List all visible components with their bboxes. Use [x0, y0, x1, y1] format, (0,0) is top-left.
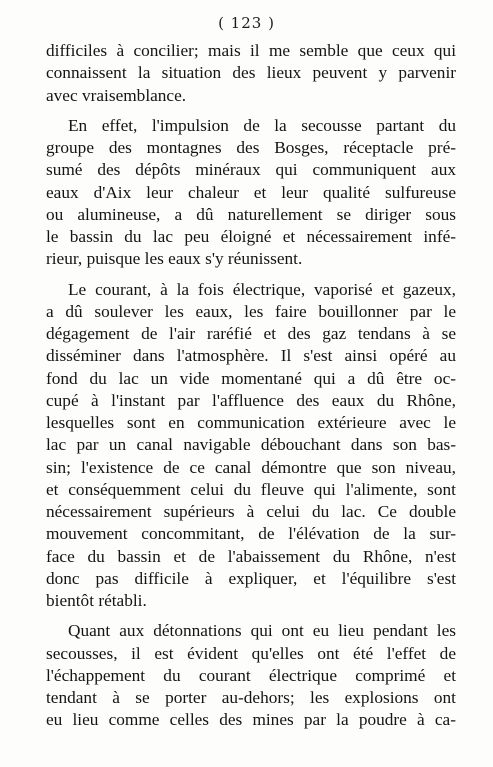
paragraph-gap [46, 271, 456, 279]
page-number: ( 123 ) [218, 14, 275, 32]
text-line: lac par un canal navigable débouchant dans son bas- [46, 435, 456, 455]
text-line: ou alumineuse, a dû naturellement se diriger sous [46, 204, 456, 224]
text-line: nécessairement supérieurs à celui du lac. Ce double [46, 502, 456, 521]
text-line: disséminer dans l'atmosphère. Il s'est ainsi opéré au [46, 346, 456, 366]
text-line: et conséquemment celui du fleuve qui l'alimente, sont [46, 479, 456, 499]
text-line: cupé à l'instant par l'affluence des eaux du Rhône, [46, 390, 456, 410]
paragraph [46, 279, 456, 613]
text-line: eaux d'Aix leur chaleur et leur qualité sulfureuse [46, 182, 456, 202]
text-line: lesquelles sont en communication extérieure avec le [46, 413, 456, 432]
text-line: bientôt rétabli. [46, 591, 147, 610]
text-line: difficiles à concilier; mais il me semble que ceux qui [46, 41, 456, 60]
text-line: connaissent la situation des lieux peuvent y parvenir [46, 63, 456, 83]
text-line: a dû soulever les eaux, les faire bouillonner par le [46, 301, 456, 321]
text-line: tendant à se porter au-dehors; les explosions ont [46, 688, 456, 707]
text-line: rieur, puisque les eaux s'y réunissent. [46, 249, 303, 269]
paragraph [46, 40, 456, 107]
paragraph [46, 620, 456, 731]
text-line: eu lieu comme celles des mines par la poudre à ca- [46, 710, 456, 730]
text-line: sin; l'existence de ce canal démontre que son niveau, [46, 457, 456, 477]
paragraph-gap [46, 612, 456, 620]
text-line: donc pas difficile à expliquer, et l'équilibre s'est [46, 568, 456, 588]
text-line: secousses, il est évident qu'elles ont été l'effet de [46, 643, 456, 663]
text-line: le bassin du lac peu éloigné et nécessairement infé- [46, 227, 456, 246]
text-line: groupe des montagnes des Bosges, réceptacle pré- [46, 138, 456, 157]
text-line: sumé des dépôts minéraux qui communiquent aux [46, 160, 456, 180]
text-line: Quant aux détonnations qui ont eu lieu pendant les [68, 621, 456, 641]
page-body [46, 40, 456, 732]
text-line: mouvement concommitant, de l'élévation de la sur- [46, 524, 456, 544]
text-line: dégagement de l'air raréfié et des gaz tendans à se [46, 324, 456, 343]
text-line: En effet, l'impulsion de la secousse partant du [68, 115, 456, 135]
paragraph-gap [46, 107, 456, 115]
text-line: l'échappement du courant électrique comprimé et [46, 665, 456, 685]
text-line: avec vraisemblance. [46, 85, 187, 105]
paragraph [46, 115, 456, 271]
text-line: Le courant, à la fois électrique, vaporisé et gazeux, [68, 279, 456, 299]
text-line: face du bassin et de l'abaissement du Rhône, n'est [46, 546, 456, 566]
text-line: fond du lac un vide momentané qui a dû être oc- [46, 368, 456, 388]
